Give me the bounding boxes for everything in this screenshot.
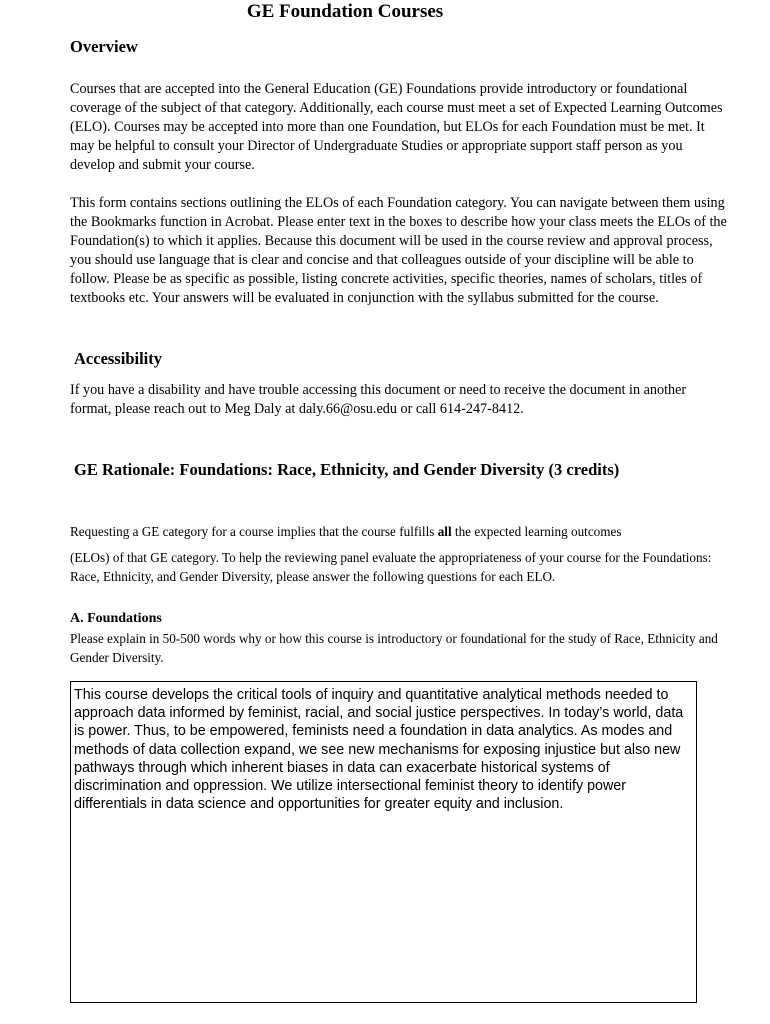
section-a-answer-field[interactable]: This course develops the critical tools of inquiry and quantitative analytical methods needed to approach data informed by feminist, racial, and social justice perspectives. In today’s world, data is power. Thus, to be empowered, feminists need a foundation in data analytics. As modes and methods of data collection expand, we see new mechanisms for exposing injustice but also new pathways through which inherent biases in data can exacerbate historical systems of discrimination and oppression. We utilize intersectional feminist theory to identify power differentials in data science and opportunities for greater equity and inclusion. [70,681,697,1003]
accessibility-heading: Accessibility [74,349,162,368]
overview-heading: Overview [70,37,138,56]
rationale-intro-emphasis: all [437,524,452,539]
rationale-intro-line-1 [70,522,730,541]
section-a-heading: A. Foundations [70,611,162,626]
overview-paragraph-1: Courses that are accepted into the General Education (GE) Foundations provide introductory or foundational coverage of the subject of that category. Additionally, each course must meet a set of Expected Learning Outcomes (ELO). Courses may be accepted into more than one Foundation, but ELOs for each Foundation must be met. It may be helpful to consult your Director of Undergraduate Studies or appropriate support staff person as you develop and submit your course. [70,81,723,173]
rationale-intro-text-end: the expected learning outcomes [451,524,622,539]
rationale-intro-line-2: (ELOs) of that GE category. To help the reviewing panel evaluate the appropriateness of your course for the Foundations: Race, Ethnicity, and Gender Diversity, please answer the following questions for each ELO. [70,550,712,584]
page-title: GE Foundation Courses [246,1,444,22]
section-a-prompt: Please explain in 50-500 words why or how this course is introductory or foundational for the study of Race, Ethnicity and Gender Diversity. [70,631,718,665]
overview-paragraph-2: This form contains sections outlining the ELOs of each Foundation category. You can navigate between them using the Bookmarks function in Acrobat. Please enter text in the boxes to describe how your class meets the ELOs of the Foundation(s) to which it applies. Because this document will be used in the course review and approval process, you should use language that is clear and concise and that colleagues outside of your discipline will be able to follow. Please be as specific as possible, listing concrete activities, specific theories, names of scholars, titles of textbooks etc. Your answers will be evaluated in conjunction with the syllabus submitted for the course. [70,195,727,306]
rationale-intro-text: Requesting a GE category for a course implies that the course fulfills [70,524,438,539]
accessibility-paragraph: If you have a disability and have trouble accessing this document or need to receive the document in another format, please reach out to Meg Daly at daly.66@osu.edu or call 614-247-8412. [70,382,687,417]
rationale-heading: GE Rationale: Foundations: Race, Ethnicity, and Gender Diversity (3 credits) [74,460,620,479]
